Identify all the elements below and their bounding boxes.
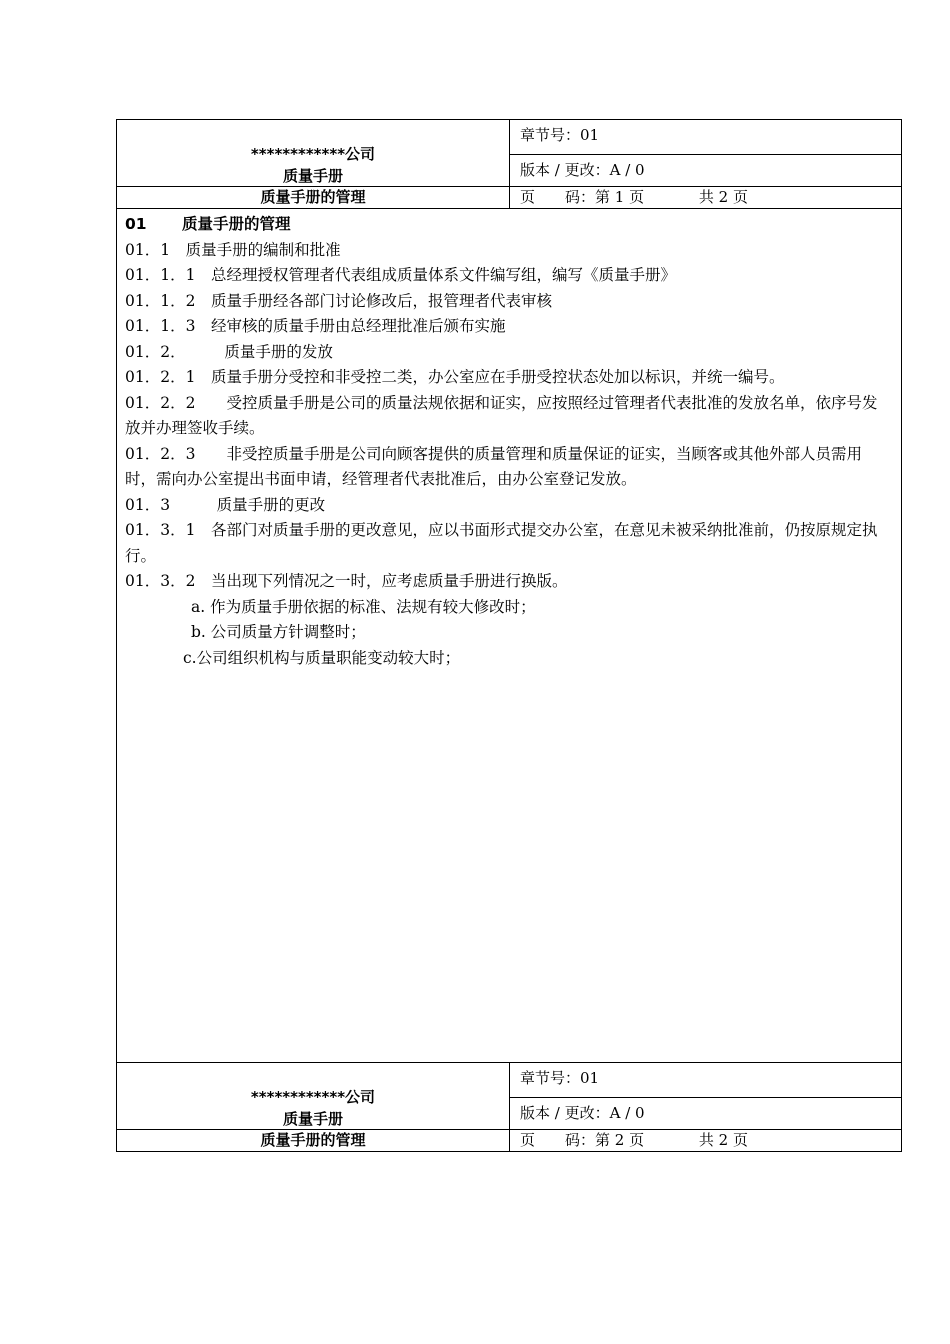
header-version-cell — [509, 1097, 902, 1130]
version-number: 版本 / 更改：A / 0 — [520, 161, 645, 179]
header-page-cell — [509, 186, 902, 209]
list-item: b. 公司质量方针调整时； — [191, 623, 366, 641]
paragraph: 01．3．2 当出现下列情况之一时，应考虑质量手册进行换版。 — [125, 572, 568, 590]
header-title-cell — [116, 1129, 509, 1152]
page-total: 共 2 页 — [698, 1131, 748, 1149]
manual-name: 质量手册 — [282, 167, 343, 185]
paragraph: 01．3 质量手册的更改 — [125, 495, 326, 514]
paragraph: 01．2．2 受控质量手册是公司的质量法规依据和证实，应按照经过管理者代表批准的发放名单，依序号发放并办理签收手续。 — [125, 393, 878, 437]
section-number: 01 — [125, 215, 147, 233]
page-total: 共 2 页 — [698, 188, 748, 206]
paragraph: 01．1．1 总经理授权管理者代表组成质量体系文件编写组，编写《质量手册》 — [125, 266, 676, 284]
section-title: 质量手册的管理 — [181, 215, 291, 233]
document-title: 质量手册的管理 — [260, 1131, 366, 1149]
page-number: 页 码：第 2 页 — [520, 1131, 645, 1149]
paragraph: 01．2．1 质量手册分受控和非受控二类，办公室应在手册受控状态处加以标识，并统一编号。 — [125, 368, 785, 386]
document-body — [116, 208, 902, 1063]
list-item: c.公司组织机构与质量职能变动较大时； — [183, 648, 461, 667]
paragraph: 01．3．1 各部门对质量手册的更改意见，应以书面形式提交办公室，在意见未被采纳批准前，仍按原规定执行。 — [125, 521, 878, 565]
header-chapter-cell — [509, 119, 902, 155]
company-name: ************公司 — [250, 1088, 376, 1106]
list-item: a. 作为质量手册依据的标准、法规有较大修改时； — [191, 597, 536, 616]
page-number: 页 码：第 1 页 — [520, 188, 645, 206]
paragraph: 01．2． 质量手册的发放 — [125, 342, 333, 361]
paragraph: 01．2．3 非受控质量手册是公司向顾客提供的质量管理和质量保证的证实，当顾客或其他外部人员需用时，需向办公室提出书面申请，经管理者代表批准后，由办公室登记发放。 — [125, 444, 862, 488]
header-company-cell — [116, 1062, 509, 1130]
header-company-cell — [116, 119, 509, 187]
header-version-cell — [509, 154, 902, 187]
chapter-number: 章节号：01 — [520, 1069, 600, 1087]
section-heading — [125, 212, 891, 238]
company-name: ************公司 — [250, 145, 376, 163]
version-number: 版本 / 更改：A / 0 — [520, 1104, 645, 1122]
paragraph: 01．1．2 质量手册经各部门讨论修改后，报管理者代表审核 — [125, 291, 552, 310]
header-chapter-cell — [509, 1062, 902, 1098]
header-title-cell — [116, 186, 509, 209]
paragraph: 01．1．3 经审核的质量手册由总经理批准后颁布实施 — [125, 317, 506, 335]
header-page-cell — [509, 1129, 902, 1152]
manual-name: 质量手册 — [282, 1110, 343, 1128]
page-header-2 — [116, 1062, 902, 1152]
paragraph: 01．1 质量手册的编制和批准 — [125, 240, 341, 259]
chapter-number: 章节号：01 — [520, 126, 600, 144]
document-title: 质量手册的管理 — [260, 188, 366, 206]
page-header-1 — [116, 119, 902, 209]
